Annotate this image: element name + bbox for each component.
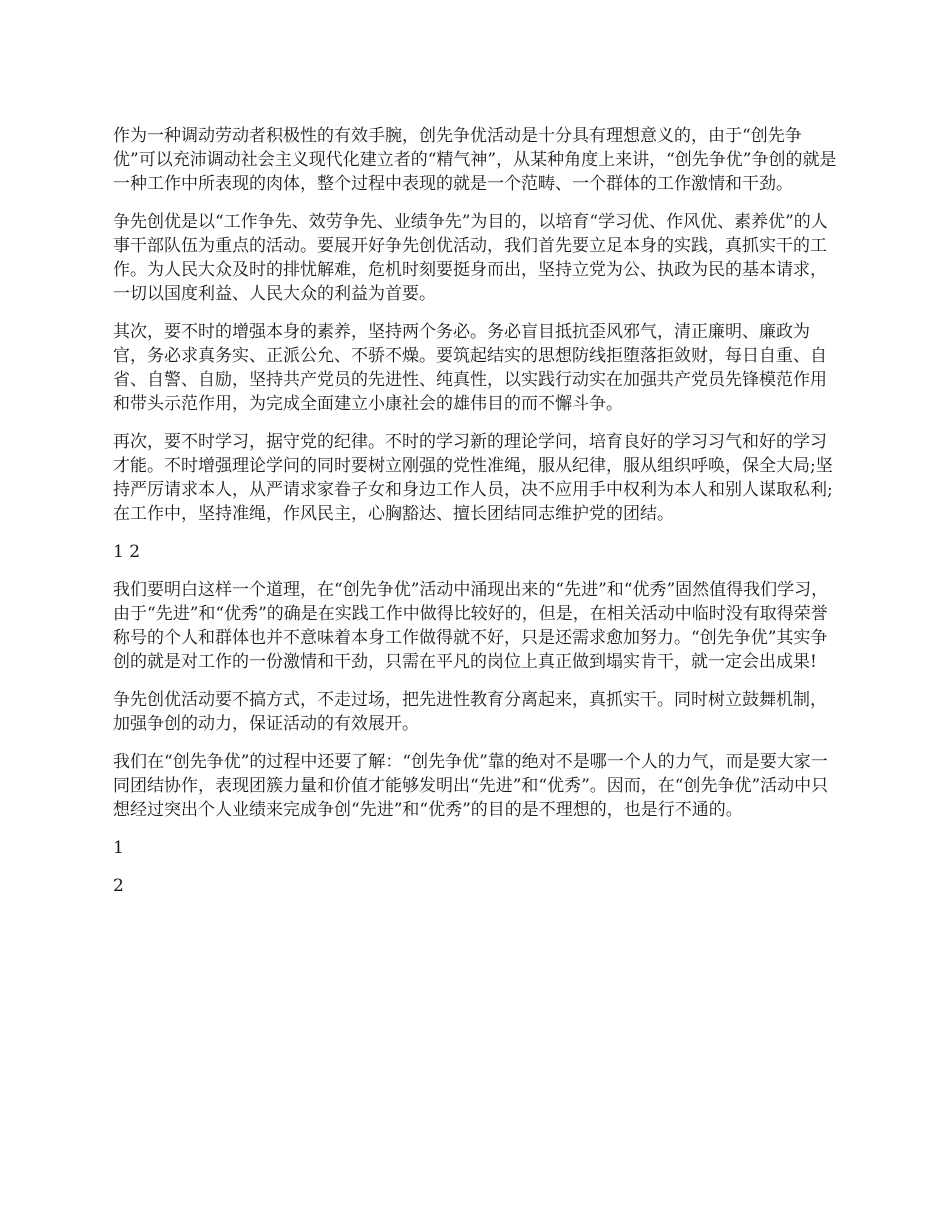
paragraph-6: 争先创优活动要不搞方式，不走过场，把先进性教育分离起来，真抓实干。同时树立鼓舞机制，加强争创的动力，保证活动的有效展开。 — [113, 690, 827, 734]
paragraph-7: 我们在“创先争优”的过程中还要了解：“创先争优”靠的绝对不是哪一个人的力气，而是要大家一同团结协作，表现团簇力量和价值才能够发明出“先进”和“优秀”。因而，在“创先争优”活动中只想经过突出个人业绩来完成争创“先进”和“优秀”的目的是不理想的，也是行不通的。 — [113, 752, 829, 820]
paragraph-3: 其次，要不时的增强本身的素养，坚持两个务必。务必盲目抵抗歪风邪气，清正廉明、廉政为官，务必求真务实、正派公允、不骄不燥。要筑起结实的思想防线拒堕落拒敛财，每日自重、自省、自警、自励，坚持共产党员的先进性、纯真性，以实践行动实在加强共产党员先锋模范作用和带头示范作用，为完成全面建立小康社会的雄伟目的而不懈斗争。 — [113, 322, 827, 414]
document-body — [113, 124, 840, 912]
paragraph-4: 再次，要不时学习，据守党的纪律。不时的学习新的理论学问，培育良好的学习习气和好的学习才能。不时增强理论学问的同时要树立刚强的党性准绳，服从纪律，服从组织呼唤，保全大局;坚持严厉请求本人，从严请求家眷子女和身边工作人员，决不应用手中权利为本人和别人谋取私利;在工作中，坚持准绳，作风民主，心胸豁达、擅长团结同志维护党的团结。 — [113, 432, 833, 524]
paragraph-2: 争先创优是以“工作争先、效劳争先、业绩争先”为目的，以培育“学习优、作风优、素养优”的人事干部队伍为重点的活动。要展开好争先创优活动，我们首先要立足本身的实践，真抓实干的工作。为人民大众及时的排忧解难，危机时刻要挺身而出，坚持立党为公、执政为民的基本请求，一切以国度利益、人民大众的利益为首要。 — [113, 212, 828, 304]
page-marker-1-2: 1 2 — [113, 542, 141, 562]
paragraph-1: 作为一种调动劳动者积极性的有效手腕，创先争优活动是十分具有理想意义的，由于“创先争优”可以充沛调动社会主义现代化建立者的“精气神”，从某种角度上来讲，“创先争优”争创的就是一种工作中所表现的肉体，整个过程中表现的就是一个范畴、一个群体的工作激情和干劲。 — [113, 126, 837, 194]
page-marker-1: 1 — [113, 838, 124, 858]
paragraph-5: 我们要明白这样一个道理，在“创先争优”活动中涌现出来的“先进”和“优秀”固然值得我们学习，由于“先进”和“优秀”的确是在实践工作中做得比较好的，但是，在相关活动中临时没有取得荣誉称号的个人和群体也并不意味着本身工作做得就不好，只是还需求愈加努力。“创先争优”其实争创的就是对工作的一份激情和干劲，只需在平凡的岗位上真正做到塌实肯干，就一定会出成果! — [113, 580, 829, 672]
page-marker-2: 2 — [113, 876, 124, 896]
